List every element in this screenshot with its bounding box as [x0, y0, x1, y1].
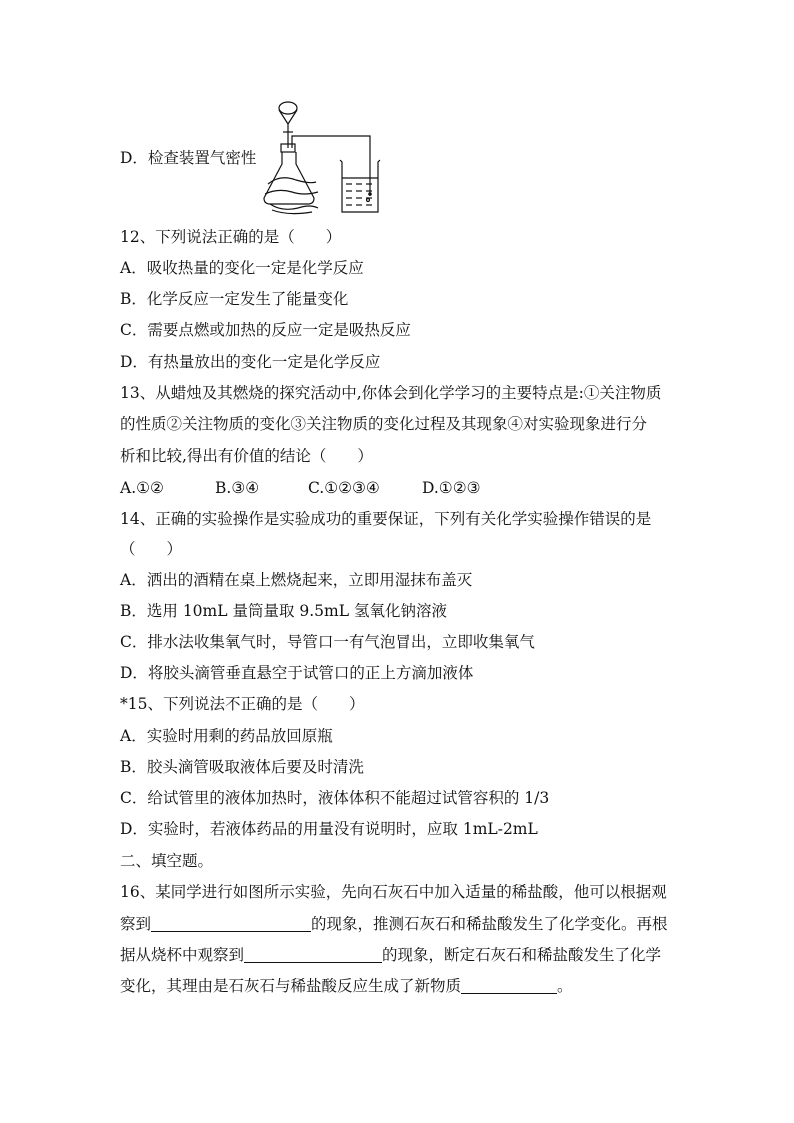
q14-option-a: A．洒出的酒精在桌上燃烧起来，立即用湿抹布盖灭 [120, 571, 473, 589]
q16-line-2 [120, 914, 668, 934]
q16-line-3 [120, 945, 661, 965]
q14-option-b: B．选用 10mL 量筒量取 9.5mL 氢氧化钠溶液 [120, 602, 447, 620]
q12-option-c: C．需要点燃或加热的反应一定是吸热反应 [120, 321, 411, 339]
q15-stem: *15、下列说法不正确的是（ ） [120, 695, 365, 713]
q11-option-d: D．检查装置气密性 [120, 149, 257, 167]
q13-stem-line-3: 析和比较,得出有价值的结论（ ） [120, 447, 373, 465]
q14-option-c: C．排水法收集氧气时，导管口一有气泡冒出，立即收集氧气 [120, 633, 535, 651]
q15-option-c: C．给试管里的液体加热时，液体体积不能超过试管容积的 1/3 [120, 789, 550, 807]
q13-stem-line-1: 13、从蜡烛及其燃烧的探究活动中,你体会到化学学习的主要特点是:①关注物质 [120, 384, 662, 402]
q12-option-b: B．化学反应一定发生了能量变化 [120, 290, 349, 308]
q15-option-b: B．胶头滴管吸取液体后要及时清洗 [120, 758, 364, 776]
q16-line-2-prefix: 察到 [120, 915, 152, 933]
q12-option-d: D．有热量放出的变化一定是化学反应 [120, 353, 381, 371]
q15-option-a: A．实验时用剩的药品放回原瓶 [120, 727, 333, 745]
q14-stem-line-2: （ ） [120, 540, 183, 558]
q15-option-d: D．实验时，若液体药品的用量没有说明时，应取 1mL-2mL [120, 820, 538, 838]
q13-stem-line-2: 的性质②关注物质的变化③关注物质的变化过程及其现象④对实验现象进行分 [120, 415, 648, 433]
q16-line-4 [120, 976, 573, 996]
section-title: 二、填空题。 [120, 852, 214, 870]
q16-blank-2[interactable] [244, 946, 382, 963]
q16-line-4-suffix: 。 [557, 977, 573, 995]
q14-stem-line-1: 14、正确的实验操作是实验成功的重要保证，下列有关化学实验操作错误的是 [120, 510, 652, 528]
q16-blank-3[interactable] [461, 977, 557, 994]
q13-option-b: B.③④ [215, 479, 260, 497]
q13-options [120, 478, 481, 498]
q12-option-a: A．吸收热量的变化一定是化学反应 [120, 259, 364, 277]
q16-line-2-suffix: 的现象，推测石灰石和稀盐酸发生了化学变化。再根 [311, 915, 668, 933]
q13-option-a: A.①② [120, 479, 164, 497]
q16-line-1: 16、某同学进行如图所示实验，先向石灰石中加入适量的稀盐酸，他可以根据观 [120, 883, 667, 901]
q13-option-c: C.①②③④ [308, 479, 380, 497]
q16-blank-1[interactable] [151, 915, 311, 932]
q16-line-4-prefix: 变化，其理由是石灰石与稀盐酸反应生成了新物质 [120, 977, 462, 995]
airtightness-check-apparatus-icon [262, 98, 387, 222]
q16-line-3-suffix: 的现象，断定石灰石和稀盐酸发生了化学 [382, 946, 662, 964]
q12-stem: 12、下列说法正确的是（ ） [120, 228, 342, 246]
q14-option-d: D．将胶头滴管垂直悬空于试管口的正上方滴加液体 [120, 664, 474, 682]
q16-line-3-prefix: 据从烧杯中观察到 [120, 946, 245, 964]
q13-option-d: D.①②③ [422, 479, 481, 497]
